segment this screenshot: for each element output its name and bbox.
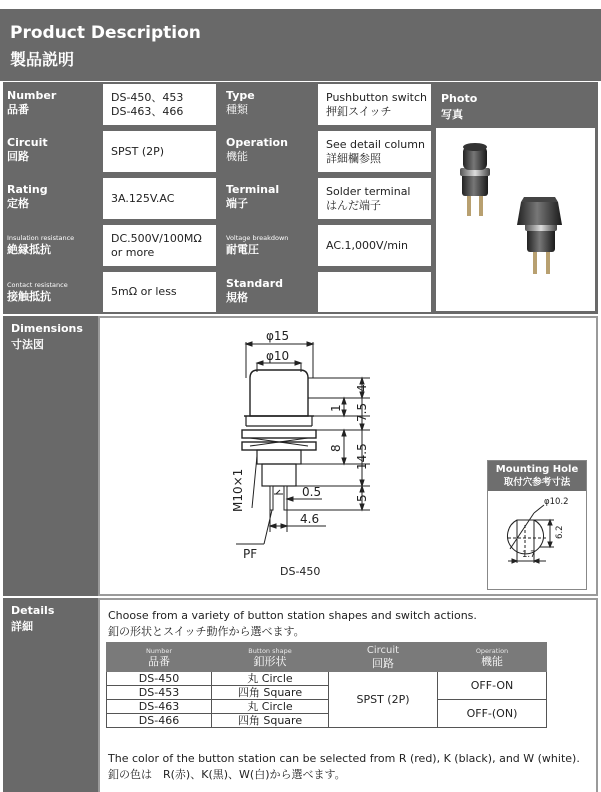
page-title-jp: 製品説明 <box>10 50 75 69</box>
type-value: Pushbutton switch 押釦スイッチ <box>318 84 431 125</box>
dim-1: 1 <box>329 404 343 412</box>
product-photo <box>436 128 595 311</box>
page-title-en: Product Description <box>10 23 201 43</box>
col-operation: Operation 機能 <box>438 643 547 672</box>
dim-4-6: 4.6 <box>300 512 320 526</box>
insulation-value: DC.500V/100MΩ or more <box>103 225 216 266</box>
mh-dim-phi: φ10.2 <box>544 497 569 507</box>
table-row: DS-466 四角 Square <box>107 714 547 728</box>
details-color-jp: 釦の色は R(赤)、K(黒)、W(白)から選べます。 <box>108 768 346 781</box>
number-value: DS-450、453 DS-463、466 <box>103 84 216 125</box>
dim-8: 8 <box>329 444 343 452</box>
col-circuit: Circuit 回路 <box>329 643 438 672</box>
details-color-en: The color of the button station can be selected from R (red), K (black), and W (white). <box>108 752 580 765</box>
operation-value: See detail column 詳細欄参照 <box>318 131 431 172</box>
col-shape: Button shape 釦形状 <box>212 643 329 672</box>
photo-panel <box>433 82 598 314</box>
terminal-label: Terminal 端子 <box>218 176 318 221</box>
dim-pf: PF <box>243 547 258 561</box>
voltage-label: Voltage breakdown 耐電圧 <box>218 223 318 268</box>
standard-label: Standard 規格 <box>218 270 318 314</box>
contact-label: Contact resistance 接触抵抗 <box>3 270 103 314</box>
table-row: DS-450 丸 Circle SPST (2P) OFF-ON <box>107 672 547 686</box>
mh-dim-h: 6.2 <box>555 525 565 539</box>
rating-value: 3A.125V.AC <box>103 178 216 219</box>
circuit-value: SPST (2P) <box>103 131 216 172</box>
photo-label-jp: 写真 <box>441 108 463 121</box>
dim-m10: M10×1 <box>231 468 245 512</box>
operation-on-cell: OFF-ON <box>438 672 547 700</box>
details-label: Details 詳細 <box>3 598 98 792</box>
dim-7-5: 7.5 <box>355 402 369 422</box>
details-intro-jp: 釦の形状とスイッチ動作から選べます。 <box>108 625 305 638</box>
col-number: Number 品番 <box>107 643 212 672</box>
details-area <box>98 598 598 792</box>
mounting-hole-header: Mounting Hole 取付穴参考寸法 <box>488 461 586 491</box>
standard-value <box>318 272 431 312</box>
details-intro-en: Choose from a variety of button station shapes and switch actions. <box>108 609 477 622</box>
mh-dim-w: 1.7 <box>522 550 536 560</box>
square-switch-photo <box>517 197 562 274</box>
table-row: DS-453 四角 Square <box>107 686 547 700</box>
dim-14-5: 14.5 <box>355 443 369 470</box>
type-label: Type 種類 <box>218 82 318 127</box>
page-header <box>0 9 601 81</box>
contact-value: 5mΩ or less <box>103 272 216 312</box>
drawing-caption: DS-450 <box>280 565 321 578</box>
details-table-header <box>107 643 547 672</box>
details-table <box>106 642 547 728</box>
terminal-value: Solder terminal はんだ端子 <box>318 178 431 219</box>
insulation-label: Insulation resistance 絶縁抵抗 <box>3 223 103 268</box>
operation-label: Operation 機能 <box>218 129 318 174</box>
dim-phi10: φ10 <box>266 349 290 363</box>
dim-4: 4 <box>355 384 369 392</box>
round-switch-photo <box>460 143 490 216</box>
operation-momentary-cell: OFF-(ON) <box>438 700 547 728</box>
mounting-hole-box <box>487 460 587 590</box>
voltage-value: AC.1,000V/min <box>318 225 431 266</box>
dim-5: 5 <box>355 494 369 502</box>
dim-phi15: φ15 <box>266 329 290 343</box>
photo-label-en: Photo <box>441 92 478 105</box>
mounting-hole-drawing <box>488 491 586 587</box>
dimensions-area <box>98 316 598 596</box>
circuit-cell: SPST (2P) <box>329 672 438 728</box>
number-label: Number 品番 <box>3 82 103 127</box>
rating-label: Rating 定格 <box>3 176 103 221</box>
switch-photo-image <box>436 128 595 311</box>
table-row: DS-463 丸 Circle OFF-(ON) <box>107 700 547 714</box>
circuit-label: Circuit 回路 <box>3 129 103 174</box>
dim-0-5: 0.5 <box>302 485 322 499</box>
dimensions-label: Dimensions 寸法図 <box>3 316 98 596</box>
